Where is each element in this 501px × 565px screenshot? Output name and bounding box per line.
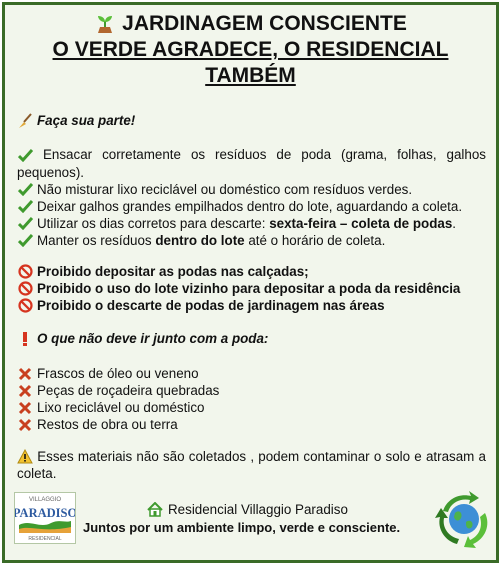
list-item: Não misturar lixo reciclável ou doméstico com resíduos verdes. [17,181,486,198]
broom-icon [17,112,33,129]
good-practices-list [17,146,486,249]
check-icon [17,147,33,164]
list-item: Proibido depositar as podas nas calçadas; [17,263,486,280]
sprout-icon [94,13,116,35]
check-icon [17,198,33,215]
not-allowed-list [17,365,486,433]
prohibited-icon [17,280,33,297]
list-item: Manter os resíduos dentro do lote até o horário de coleta. [17,232,486,249]
poster-frame [2,2,499,563]
list-item: Restos de obra ou terra [17,416,486,433]
exclamation-icon [17,330,33,347]
house-icon [147,501,163,518]
cross-icon [17,416,33,433]
poster-title [5,11,496,89]
list-item: Ensacar corretamente os resíduos de poda (grama, folhas, galhos pequenos). [17,147,486,180]
prohibited-icon [17,297,33,314]
footer-residence-name: Residencial Villaggio Paradiso [147,501,348,518]
list-item: Lixo reciclável ou doméstico [17,399,486,416]
cross-icon [17,399,33,416]
warning-note: Esses materiais não são coletados , podem contaminar o solo e atrasam a coleta. [17,449,486,481]
footer-tagline: Juntos por um ambiente limpo, verde e consciente. [83,520,401,535]
title-line-1: JARDINAGEM CONSCIENTE [122,12,407,35]
list-item: Peças de roçadeira quebradas [17,382,486,399]
recycle-globe-icon [433,489,495,549]
svg-text:RESIDENCIAL: RESIDENCIAL [28,536,62,542]
check-icon [17,215,33,232]
check-icon [17,181,33,198]
prohibited-icon [17,263,33,280]
list-item: Proibido o descarte de podas de jardinagem nas áreas [17,297,486,314]
villaggio-paradiso-logo [14,492,76,544]
list-item: Utilizar os dias corretos para descarte: sexta-feira – coleta de podas. [17,215,486,232]
svg-text:VILLAGGIO: VILLAGGIO [28,497,62,503]
cross-icon [17,382,33,399]
title-line-3: TAMBÉM [205,64,296,87]
list-item: Deixar galhos grandes empilhados dentro do lote, aguardando a coleta. [17,198,486,215]
warning-icon [17,448,33,465]
prohibited-list [17,263,486,314]
list-item: Proibido o uso do lote vizinho para depositar a poda da residência [17,280,486,297]
svg-text:PARADISO: PARADISO [15,506,75,520]
list-item: Frascos de óleo ou veneno [17,365,486,382]
title-line-2: O VERDE AGRADECE, O RESIDENCIAL [52,38,449,61]
do-part-heading: Faça sua parte! [17,112,486,129]
cross-icon [17,365,33,382]
check-icon [17,232,33,249]
not-with-heading: O que não deve ir junto com a poda: [17,330,486,347]
